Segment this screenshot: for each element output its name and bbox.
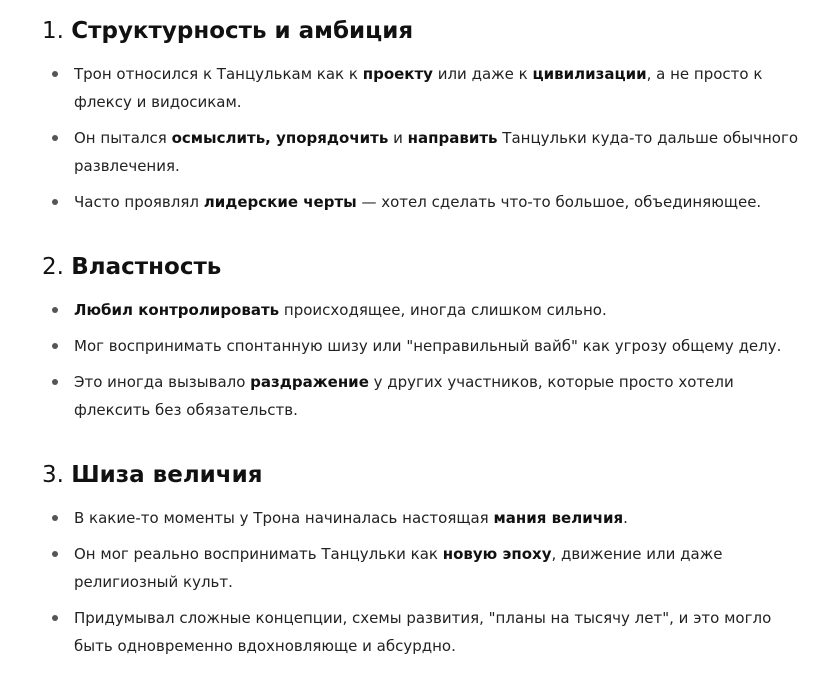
text: — хотел сделать что-то большое, объединяющее.: [356, 193, 762, 211]
bullet-list: [42, 60, 802, 216]
bold-text: проекту: [362, 65, 433, 83]
bullet-list: [42, 296, 802, 424]
list-item: [42, 124, 802, 180]
text: Это иногда вызывало: [74, 373, 251, 391]
text: Танцульки куда-то дальше обычного развлечения.: [74, 129, 799, 175]
list-item: [42, 368, 802, 424]
list-item: [42, 504, 802, 532]
list-item: [42, 296, 802, 324]
text: происходящее, иногда слишком сильно.: [279, 301, 607, 319]
text: , движение или даже религиозный культ.: [74, 545, 723, 591]
text: Он мог реально воспринимать Танцульки как: [74, 545, 443, 563]
bold-text: Любил контролировать: [74, 301, 280, 319]
bold-text: цивилизации: [532, 65, 647, 83]
list-item: [42, 604, 802, 660]
text: , а не просто к флексу и видосикам.: [74, 65, 763, 111]
list-item: [42, 540, 802, 596]
section-dominance: [42, 252, 802, 424]
text: Часто проявлял: [74, 193, 204, 211]
bold-text: осмыслить, упорядочить: [171, 129, 389, 147]
list-item: [42, 188, 802, 216]
text: или даже к: [432, 65, 533, 83]
bullet-list: [42, 504, 802, 660]
text: Мог воспринимать спонтанную шизу или "неправильный вайб" как угрозу общему делу.: [74, 337, 782, 355]
section-number: 3.: [42, 462, 64, 488]
bold-text: новую эпоху: [442, 545, 552, 563]
section-heading: [42, 460, 802, 490]
bold-text: направить: [407, 129, 498, 147]
section-grandeur: [42, 460, 802, 660]
text: Он пытался: [74, 129, 172, 147]
text: Трон относился к Танцулькам как к: [74, 65, 363, 83]
section-number: 1.: [42, 18, 64, 44]
list-item: [42, 332, 802, 360]
bold-text: лидерские черты: [203, 193, 357, 211]
text: Придумывал сложные концепции, схемы развития, "планы на тысячу лет", и это могло быть одновременно вдохновляюще и абсурдно.: [74, 609, 772, 655]
bold-text: раздражение: [250, 373, 369, 391]
section-heading: [42, 252, 802, 282]
section-title: Шиза величия: [71, 462, 263, 488]
section-structure-ambition: [42, 16, 802, 216]
text: и: [388, 129, 408, 147]
section-title: Властность: [71, 254, 222, 280]
text: В какие-то моменты у Трона начиналась настоящая: [74, 509, 494, 527]
section-heading: [42, 16, 802, 46]
bold-text: мания величия: [493, 509, 624, 527]
section-number: 2.: [42, 254, 64, 280]
list-item: [42, 60, 802, 116]
section-title: Структурность и амбиция: [71, 18, 414, 44]
text: .: [623, 509, 628, 527]
text: у других участников, которые просто хотели флексить без обязательств.: [74, 373, 734, 419]
